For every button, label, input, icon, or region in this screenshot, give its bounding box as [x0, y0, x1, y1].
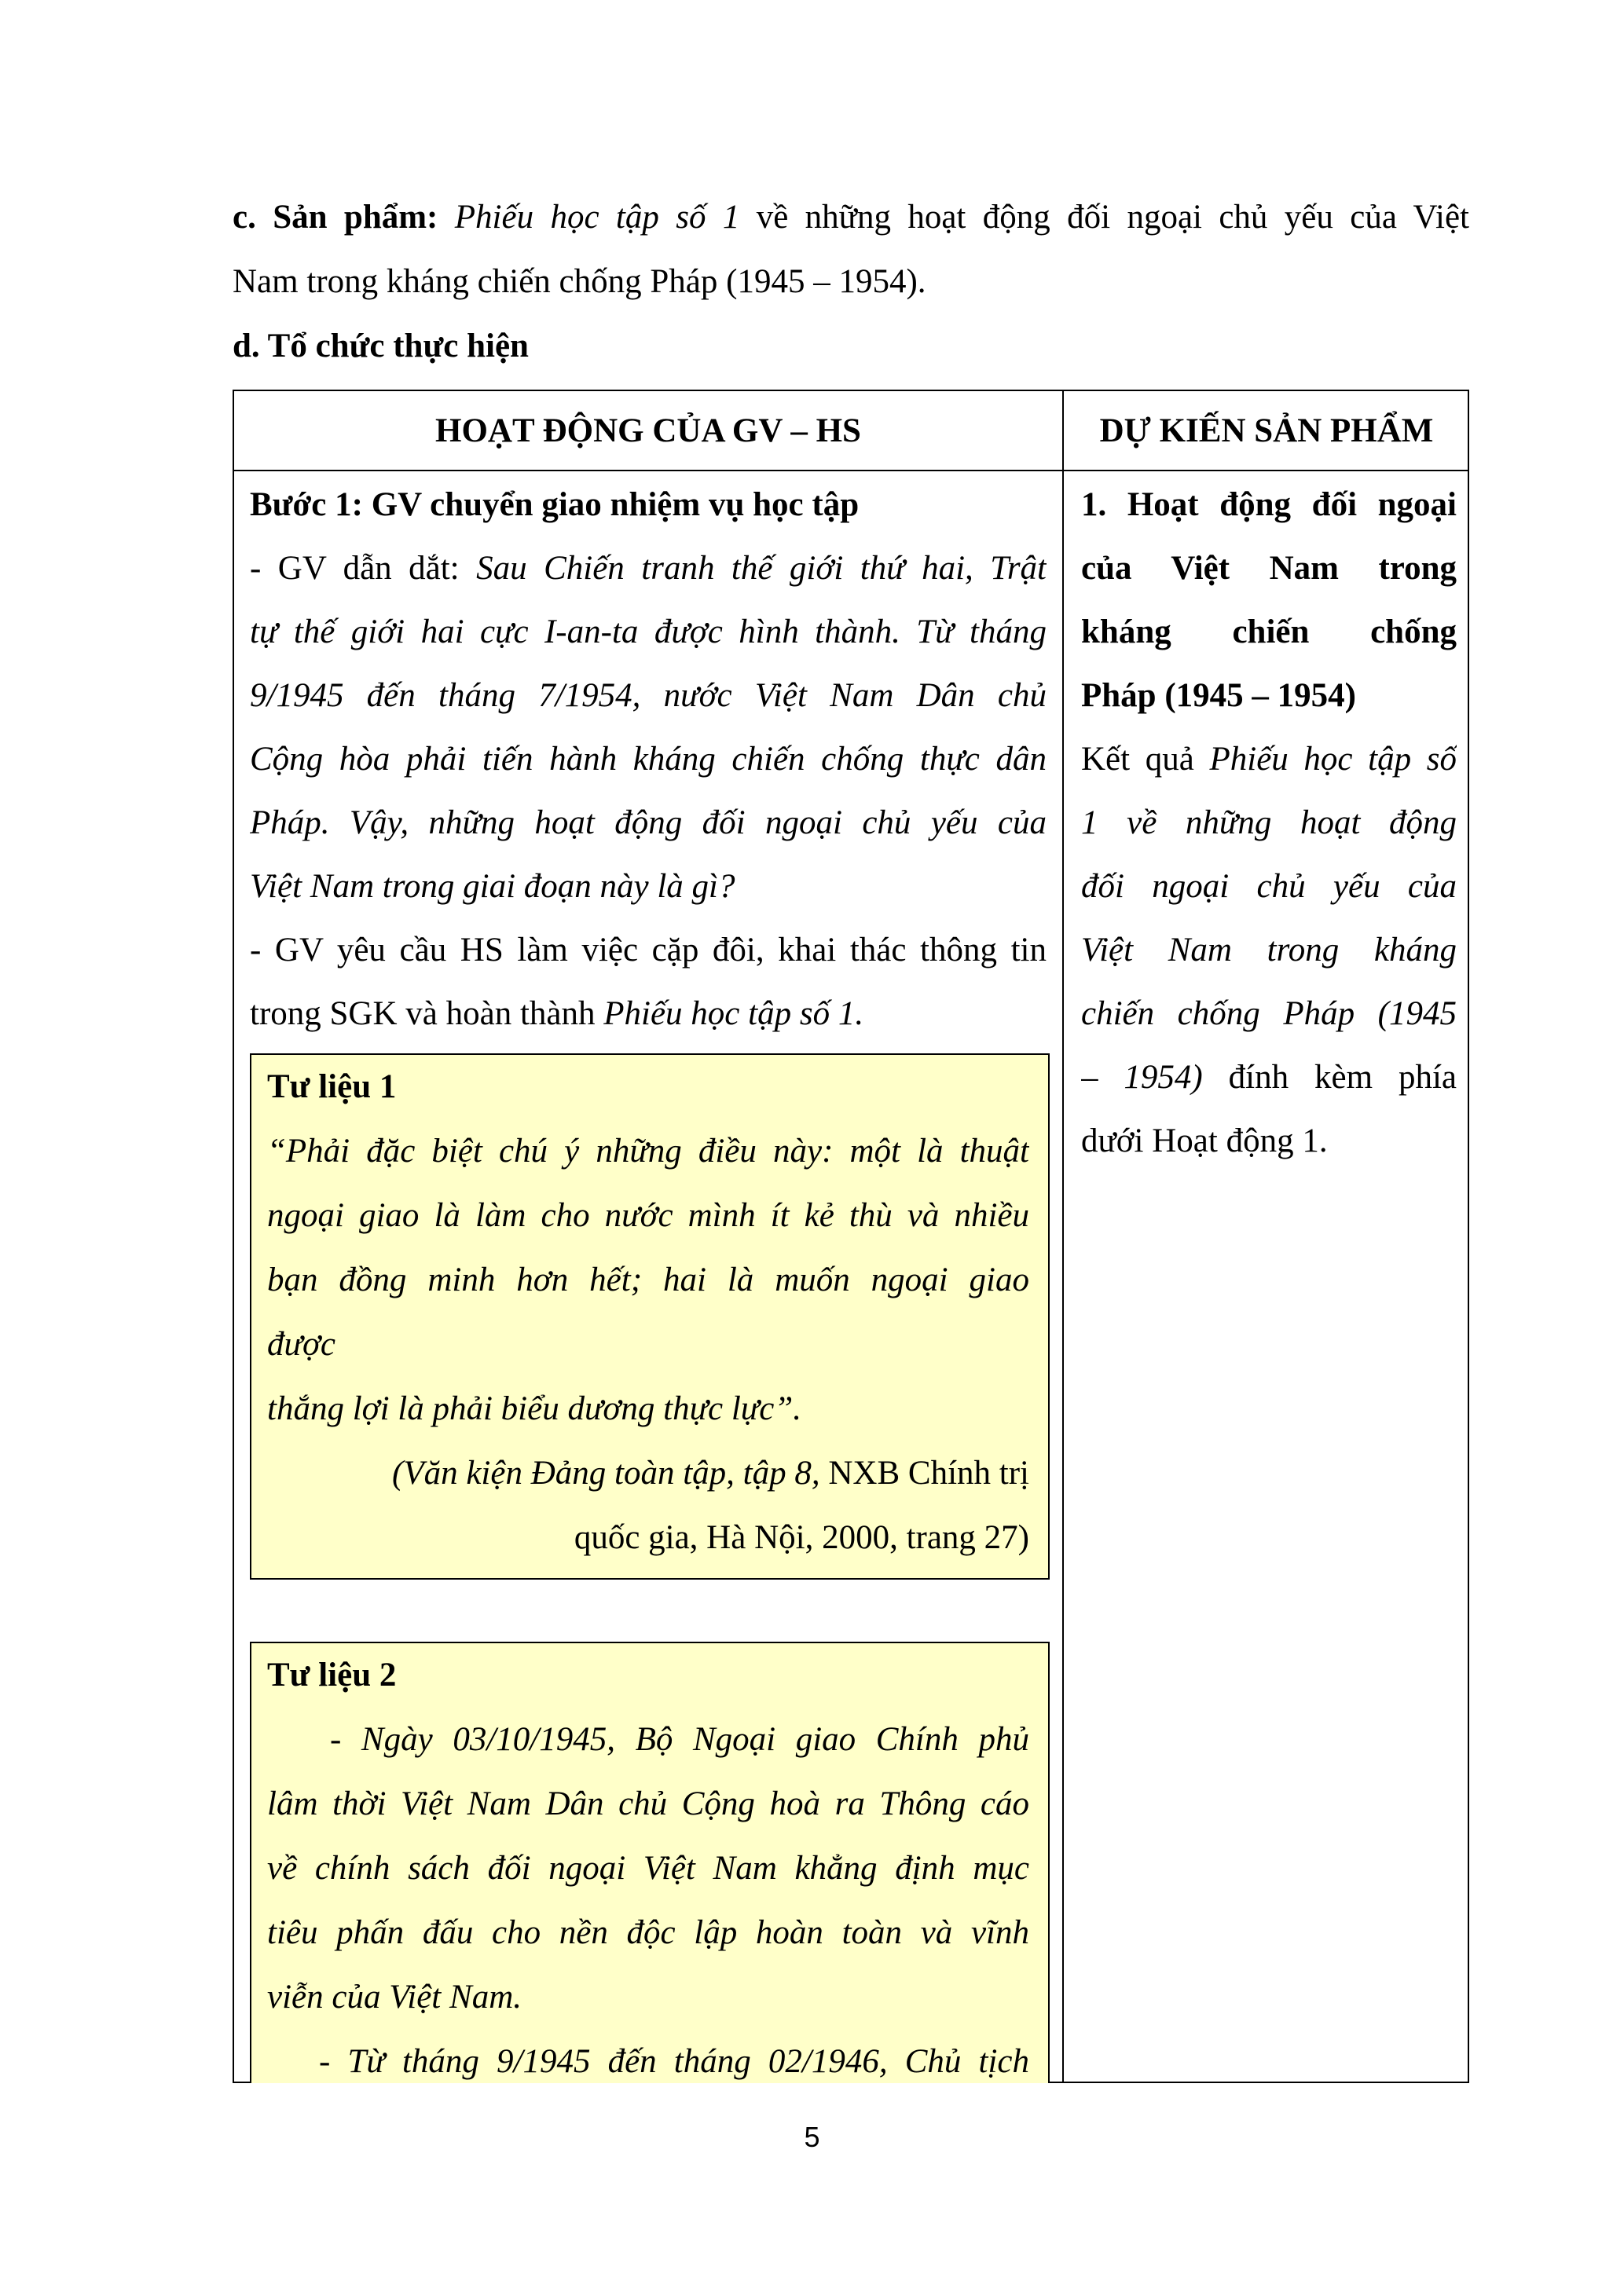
source-text: - Từ tháng 9/1945 đến tháng 02/1946, Chủ tịch	[319, 2043, 1029, 2080]
result-line	[1081, 982, 1457, 1045]
result-italic: chiến chống Pháp (1945	[1081, 995, 1457, 1032]
activity-table	[233, 390, 1469, 2083]
result-italic: đối ngoại chủ yếu của	[1081, 868, 1457, 905]
citation-title: (Văn kiện Đảng toàn tập, tập 8,	[392, 1455, 820, 1492]
citation-line: quốc gia, Hà Nội, 2000, trang 27)	[574, 1519, 1029, 1556]
source-line	[267, 1901, 1029, 1965]
source-title: Tư liệu 2	[267, 1657, 397, 1694]
quote-line	[267, 1184, 1029, 1248]
activities-cell	[250, 473, 1047, 1045]
task-line	[250, 982, 1047, 1045]
lead-line	[250, 664, 1047, 727]
citation-line	[267, 1441, 1029, 1506]
task-line: - GV yêu cầu HS làm việc cặp đôi, khai thác thông tin	[250, 932, 1047, 969]
result-prefix: Kết quả	[1081, 741, 1210, 778]
quote-text: được	[267, 1326, 335, 1363]
source-line	[267, 1965, 1029, 2030]
header-divider	[234, 470, 1468, 471]
product-line-2: Nam trong kháng chiến chống Pháp (1945 – 1954).	[233, 263, 926, 300]
lead-prefix: - GV dẫn dắt:	[250, 550, 477, 587]
source-text: - Ngày 03/10/1945, Bộ Ngoại giao Chính phủ	[330, 1721, 1029, 1758]
product-heading-line: 1. Hoạt động đối ngoại	[1081, 486, 1457, 523]
column-divider	[1062, 391, 1064, 2082]
result-line	[1081, 855, 1457, 918]
page-number: 5	[804, 2121, 820, 2153]
product-doc-name: Phiếu học tập số 1	[454, 199, 740, 236]
result-line	[1081, 791, 1457, 855]
source-title: Tư liệu 1	[267, 1068, 397, 1105]
header-activities: HOẠT ĐỘNG CỦA GV – HS	[435, 412, 861, 449]
task-prefix: trong SGK và hoàn thành	[250, 995, 604, 1032]
result-line: dưới Hoạt động 1.	[1081, 1122, 1328, 1159]
expected-product-cell	[1081, 473, 1457, 1173]
result-line	[1081, 727, 1457, 791]
result-italic: 1 về những hoạt động	[1081, 804, 1457, 841]
lead-line	[250, 791, 1047, 855]
organize-heading: d. Tổ chức thực hiện	[233, 328, 529, 364]
result-line	[1081, 1045, 1457, 1109]
lead-text: Cộng hòa phải tiến hành kháng chiến chống thực dân	[250, 741, 1047, 778]
quote-text: bạn đồng minh hơn hết; hai là muốn ngoại giao	[267, 1262, 1029, 1298]
source-line	[267, 1836, 1029, 1901]
source-text: lâm thời Việt Nam Dân chủ Cộng hoà ra Thông cáo	[267, 1785, 1029, 1822]
product-description: về những hoạt động đối ngoại chủ yếu của Việt	[756, 199, 1469, 236]
source-line	[267, 1772, 1029, 1836]
result-rest: đính kèm phía	[1202, 1059, 1457, 1096]
lead-text: Sau Chiến tranh thế giới thứ hai, Trật	[476, 550, 1047, 587]
source-line	[267, 2030, 1029, 2094]
source-box-1	[250, 1053, 1050, 1580]
citation-publisher: NXB Chính trị	[819, 1455, 1029, 1492]
source-text: tiêu phấn đấu cho nền độc lập hoàn toàn và vĩnh	[267, 1914, 1029, 1951]
lead-text: tự thế giới hai cực I-an-ta được hình thành. Từ tháng	[250, 613, 1047, 650]
lead-line	[250, 855, 1047, 918]
quote-line	[267, 1377, 1029, 1441]
result-line	[1081, 918, 1457, 982]
result-italic: – 1954)	[1081, 1059, 1203, 1096]
task-doc-name: Phiếu học tập số 1.	[603, 995, 864, 1032]
lead-text: 9/1945 đến tháng 7/1954, nước Việt Nam Dân chủ	[250, 677, 1047, 714]
header-expected-product: DỰ KIẾN SẢN PHẨM	[1099, 412, 1434, 449]
lead-text: Việt Nam trong giai đoạn này là gì?	[250, 868, 735, 905]
product-heading-line: Pháp (1945 – 1954)	[1081, 677, 1356, 714]
quote-line	[267, 1313, 1029, 1377]
step1-heading: Bước 1: GV chuyển giao nhiệm vụ học tập	[250, 486, 860, 523]
lead-text: Pháp. Vậy, những hoạt động đối ngoại chủ yếu của	[250, 804, 1047, 841]
quote-text: “Phải đặc biệt chú ý những điều này: một là thuật	[267, 1133, 1029, 1170]
product-heading-line: của Việt Nam trong	[1081, 550, 1457, 587]
lead-line	[250, 536, 1047, 600]
quote-text: thắng lợi là phải biểu dương thực lực”.	[267, 1390, 802, 1427]
source-text: về chính sách đối ngoại Việt Nam khẳng định mục	[267, 1850, 1029, 1887]
quote-text: ngoại giao là làm cho nước mình ít kẻ thù và nhiều	[267, 1197, 1029, 1234]
product-label: c. Sản phẩm:	[233, 199, 438, 236]
source-text: viễn của Việt Nam.	[267, 1979, 522, 2016]
lead-line	[250, 600, 1047, 664]
product-line-1	[233, 185, 1469, 250]
source-box-2	[250, 1642, 1050, 2083]
quote-line	[267, 1248, 1029, 1313]
product-heading-line: kháng chiến chống	[1081, 613, 1457, 650]
result-italic: Phiếu học tập số	[1209, 741, 1457, 778]
quote-line	[267, 1119, 1029, 1184]
lead-line	[250, 727, 1047, 791]
result-italic: Việt Nam trong kháng	[1081, 932, 1457, 969]
source-line	[267, 1708, 1029, 1772]
